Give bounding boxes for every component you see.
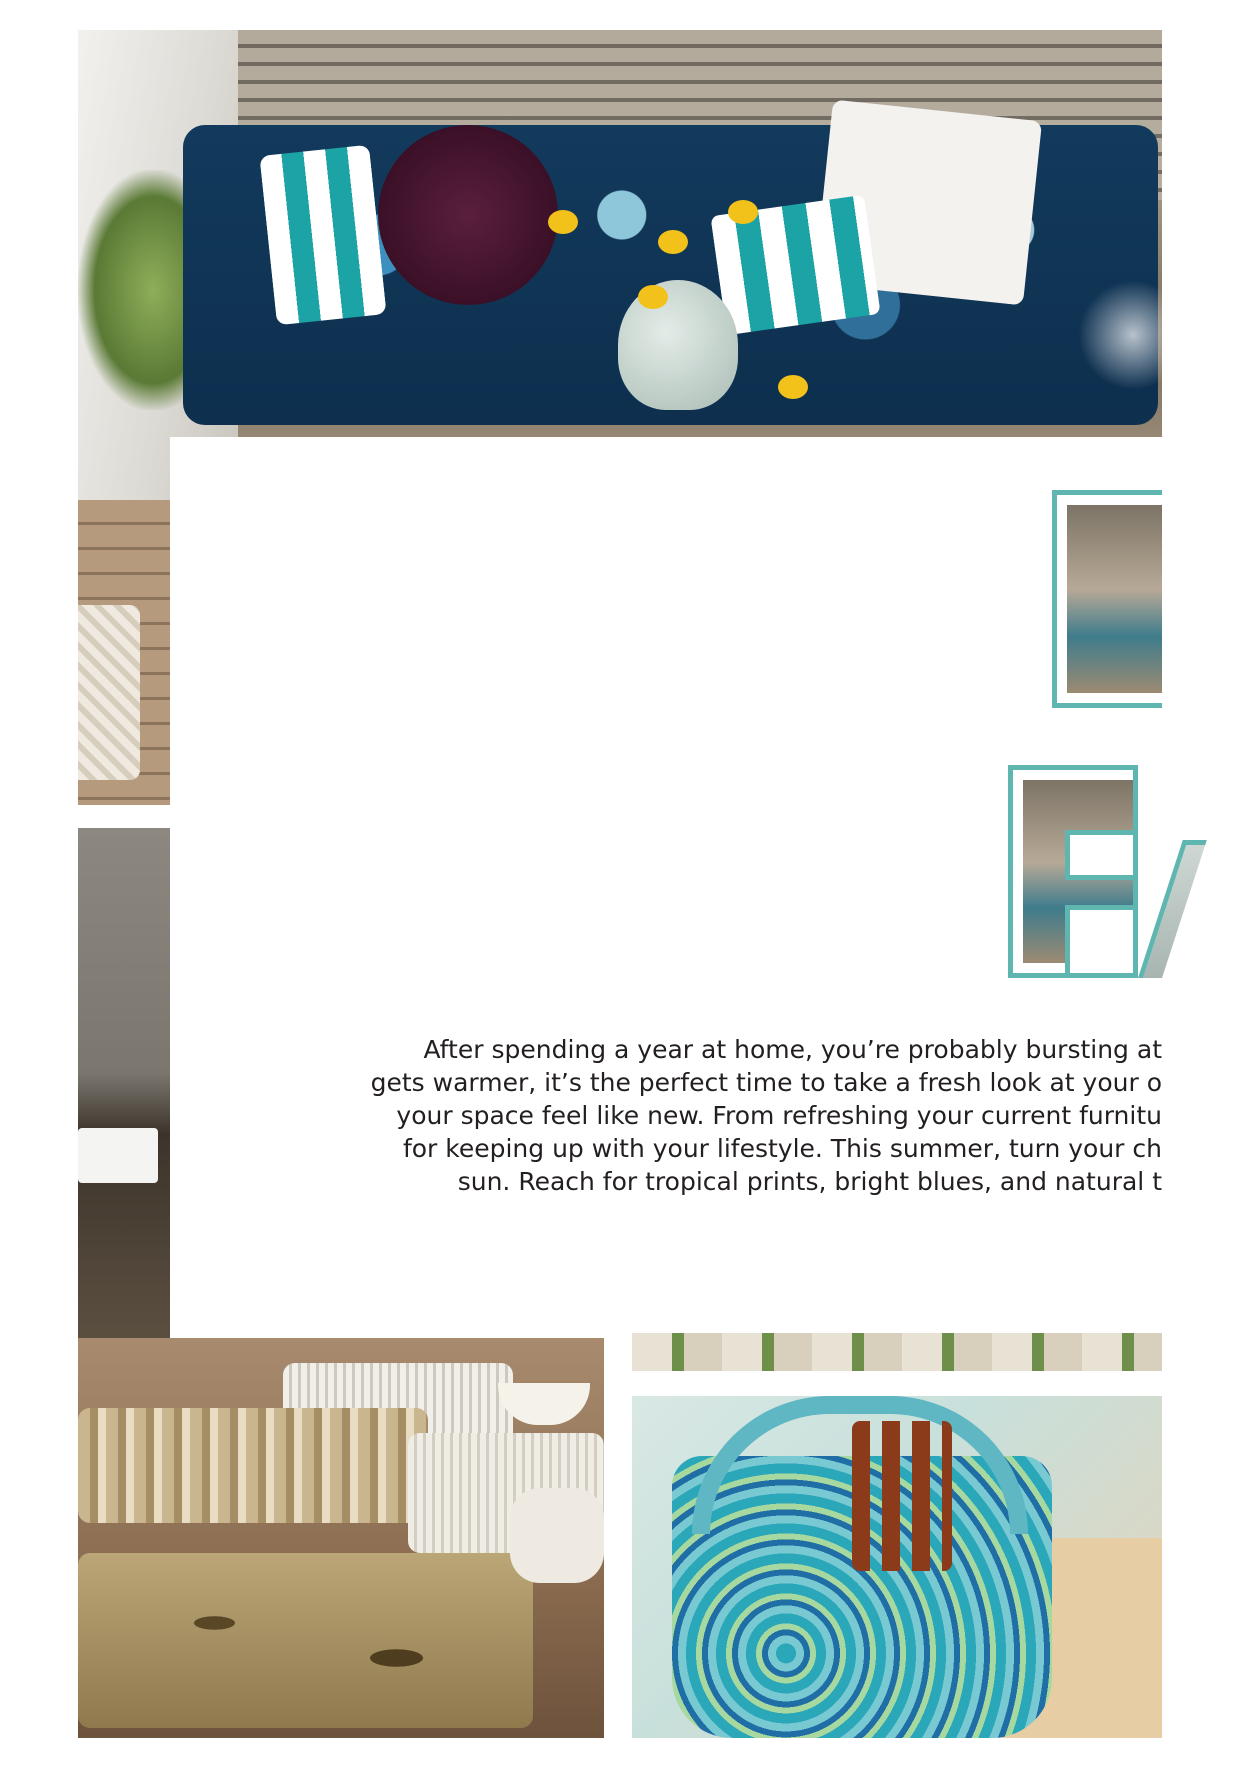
round-purple-pillow <box>378 125 558 305</box>
tote-bag-photo <box>632 1396 1162 1738</box>
paragraph-line: your space feel like new. From refreshing your current furnitu <box>396 1101 1162 1130</box>
projector <box>78 1128 158 1183</box>
lemon <box>728 200 758 224</box>
floor-cushions-photo <box>78 1338 604 1738</box>
striped-cushion <box>78 1408 428 1523</box>
paragraph-line: sun. Reach for tropical prints, bright blues, and natural t <box>457 1167 1162 1196</box>
lemon <box>638 285 668 309</box>
wine-glasses <box>1078 280 1162 390</box>
paragraph-line: After spending a year at home, you’re probably bursting at <box>423 1035 1162 1064</box>
glass-vase <box>618 280 738 410</box>
paragraph-line: gets warmer, it’s the perfect time to take a fresh look at your o <box>370 1068 1162 1097</box>
lemon <box>548 210 578 234</box>
woven-basket <box>78 605 140 780</box>
intro-paragraph <box>250 1033 1162 1213</box>
palm-print-cushion <box>78 1553 533 1728</box>
greenery-strip <box>632 1333 1162 1371</box>
letter-notch <box>1065 905 1138 978</box>
projector-photo <box>78 828 170 1338</box>
orange <box>778 375 808 399</box>
headline-letter-outline <box>1008 765 1138 978</box>
bottles <box>852 1421 952 1571</box>
lemon <box>658 230 688 254</box>
headline-letter-outline <box>1052 490 1162 708</box>
striped-pillow <box>259 145 386 326</box>
letter-notch <box>1065 830 1138 880</box>
paragraph-line: for keeping up with your lifestyle. This summer, turn your ch <box>402 1134 1162 1163</box>
fluffy-pillow <box>510 1488 604 1583</box>
letter-photo-fill <box>1067 505 1162 693</box>
